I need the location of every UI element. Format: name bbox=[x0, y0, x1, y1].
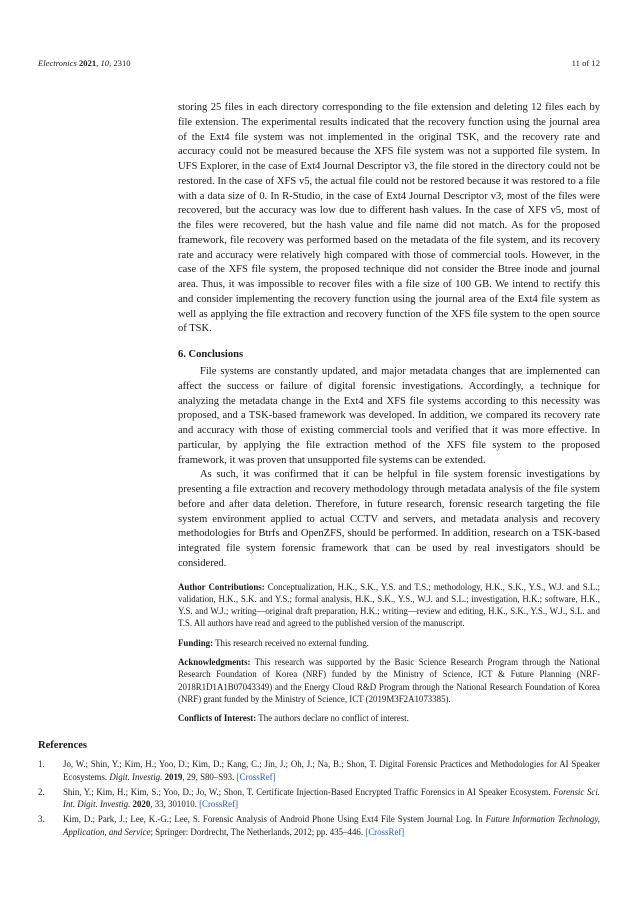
reference-number: 1. bbox=[38, 759, 45, 770]
crossref-link[interactable]: [CrossRef] bbox=[236, 771, 276, 782]
reference-journal: Digit. Investig. bbox=[109, 771, 163, 782]
reference-item bbox=[38, 813, 600, 838]
references-heading: References bbox=[38, 740, 87, 751]
reference-details: , 29, S80–S93. bbox=[182, 771, 237, 782]
author-contributions-text: Conceptualization, H.K., S.K., Y.S. and T.S.; methodology, H.K., S.K., Y.S., W.J. and S.L.; validation, H.K., S.K. and Y.S.; formal analysis, H.K., S.K., Y.S., W.J. and S.L.; investigation, H.K.; software, H.K., Y.S. and W.J.; writing—original draft preparation, H.K.; writing—review and editing, H.K., S.K., Y.S., W.J., S.L. and T.S. All authors have read and agreed to the published version of the manuscript. bbox=[178, 581, 600, 629]
journal-citation: Electronics 2021, 10, 2310 bbox=[38, 58, 131, 68]
reference-book-title: Future Information Technology, Application, and Service bbox=[63, 814, 600, 837]
acknowledgments-label: Acknowledgments: bbox=[178, 656, 251, 667]
author-contributions-label: Author Contributions: bbox=[178, 581, 265, 592]
conclusion-paragraph-1: File systems are constantly updated, and major metadata changes that are implemented can affect the success or failure of digital forensic investigations. Accordingly, a technique for analyzing the metadata change in the Ext4 and XFS file systems according to this necessity was proposed, and a TSK-based framework was developed. In addition, we compared its recovery rate and accuracy with those of existing commercial tools and verified that it was more effective. In particular, by applying the file extraction method of the XFS file system to the proposed framework, it was proven that unsupported file systems can be extended. bbox=[178, 366, 600, 466]
funding-text: This research received no external funding. bbox=[213, 637, 369, 648]
conflicts-label: Conflicts of Interest: bbox=[178, 713, 257, 724]
reference-details: ; Springer: Dordrecht, The Netherlands, 2012; pp. 435–446. bbox=[150, 826, 366, 837]
reference-number: 3. bbox=[38, 814, 45, 825]
journal-name: Electronics bbox=[38, 58, 77, 68]
conflicts-text: The authors declare no conflict of interest. bbox=[256, 713, 409, 724]
page-number: 11 of 12 bbox=[571, 58, 600, 68]
crossref-link[interactable]: [CrossRef] bbox=[199, 799, 239, 810]
discussion-paragraph: storing 25 files in each directory corresponding to the file extension and deleting 12 files each by file extension. The experimental results indicated that the recovery function using the journal area of the Ext4 file system was not implemented in the original TSK, and the recovery rate and accuracy could not be measured because the XFS file system was not a supported file system. In UFS Explorer, in the case of Ext4 Journal Descriptor v3, the file stored in the directory could not be restored. In the case of XFS v5, the actual file could not be restored because it was restored to a file with a data size of 0. In R-Studio, in the case of Ext4 Journal Descriptor v3, most of the files were recovered, but the accuracy was low due to different hash values. In the case of XFS v5, most of the files were recovered, but the hash value and file name did not match. As for the proposed framework, file recovery was performed based on the metadata of the file system, and its recovery rate and accuracy were relatively high compared with those of commercial tools. However, in the case of the XFS file system, the proposed technique did not consider the Btree inode and journal area. Thus, it was impossible to recover files with a file size of 100 GB. We intend to rectify this and consider implementing the recovery function using the journal area of the Ext4 file system as well as applying the file extraction and recovery function of the XFS file system to the open source of TSK. bbox=[178, 102, 600, 335]
crossref-link[interactable]: [CrossRef] bbox=[365, 826, 405, 837]
acknowledgments bbox=[178, 656, 600, 705]
reference-journal: Forensic Sci. Int. Digit. Investig. bbox=[63, 786, 601, 810]
reference-number: 2. bbox=[38, 786, 45, 797]
reference-authors: Shin, Y.; Kim, H.; Kim, S.; Yoo, D.; Jo, W.; Shon, T. Certificate Injection-Based Encrypted Traffic Forensics in AI Speaker Ecosystem. bbox=[63, 786, 554, 797]
conclusion-paragraph-2: As such, it was confirmed that it can be helpful in file system forensic investigations by presenting a file extraction and recovery methodology through metadata analysis of the file system before and after data deletion. Therefore, in future research, forensic research targeting the file system environment applied to actual CCTV and servers, and metadata analysis and recovery methodologies for Btrfs and OpenZFS, should be performed. In addition, research on a TSK-based integrated file system forensic framework that can be used by real investigators should be considered. bbox=[178, 469, 600, 569]
author-contributions bbox=[178, 581, 600, 630]
reference-details: , 33, 301010. bbox=[150, 799, 200, 810]
reference-item bbox=[38, 786, 600, 811]
reference-authors: Jo, W.; Shin, Y.; Kim, H.; Yoo, D.; Kim, D.; Kang, C.; Jin, J.; Oh, J.; Na, B.; Shon, T. Digital Forensic Practices and Methodologies for AI Speaker Ecosystems. bbox=[63, 759, 600, 782]
reference-year: 2019 bbox=[164, 771, 183, 782]
reference-year: 2020 bbox=[132, 799, 151, 810]
conflicts-of-interest bbox=[178, 712, 600, 724]
journal-volume: 10 bbox=[100, 58, 110, 68]
funding bbox=[178, 637, 600, 649]
section-heading-conclusions: 6. Conclusions bbox=[178, 349, 244, 360]
journal-year: 2021 bbox=[78, 58, 97, 68]
main-text bbox=[178, 101, 600, 724]
article-number: , 2310 bbox=[109, 58, 131, 68]
references-section bbox=[38, 740, 600, 841]
reference-authors: Kim, D.; Park, J.; Lee, K.-G.; Lee, S. Forensic Analysis of Android Phone Using Ext4 File System Journal Log. In bbox=[63, 814, 486, 825]
acknowledgments-text: This research was supported by the Basic Science Research Program through the National Research Foundation of Korea (NRF) funded by the Ministry of Science, ICT & Future Planning (NRF-2018R1D1A1B07043349) and the Energy Cloud R&D Program through the National Research Foundation of Korea (NRF) grant funded by the Ministry of Science, ICT (2019M3F2A1073385). bbox=[178, 656, 600, 704]
reference-item bbox=[38, 758, 600, 783]
funding-label: Funding: bbox=[178, 637, 214, 648]
